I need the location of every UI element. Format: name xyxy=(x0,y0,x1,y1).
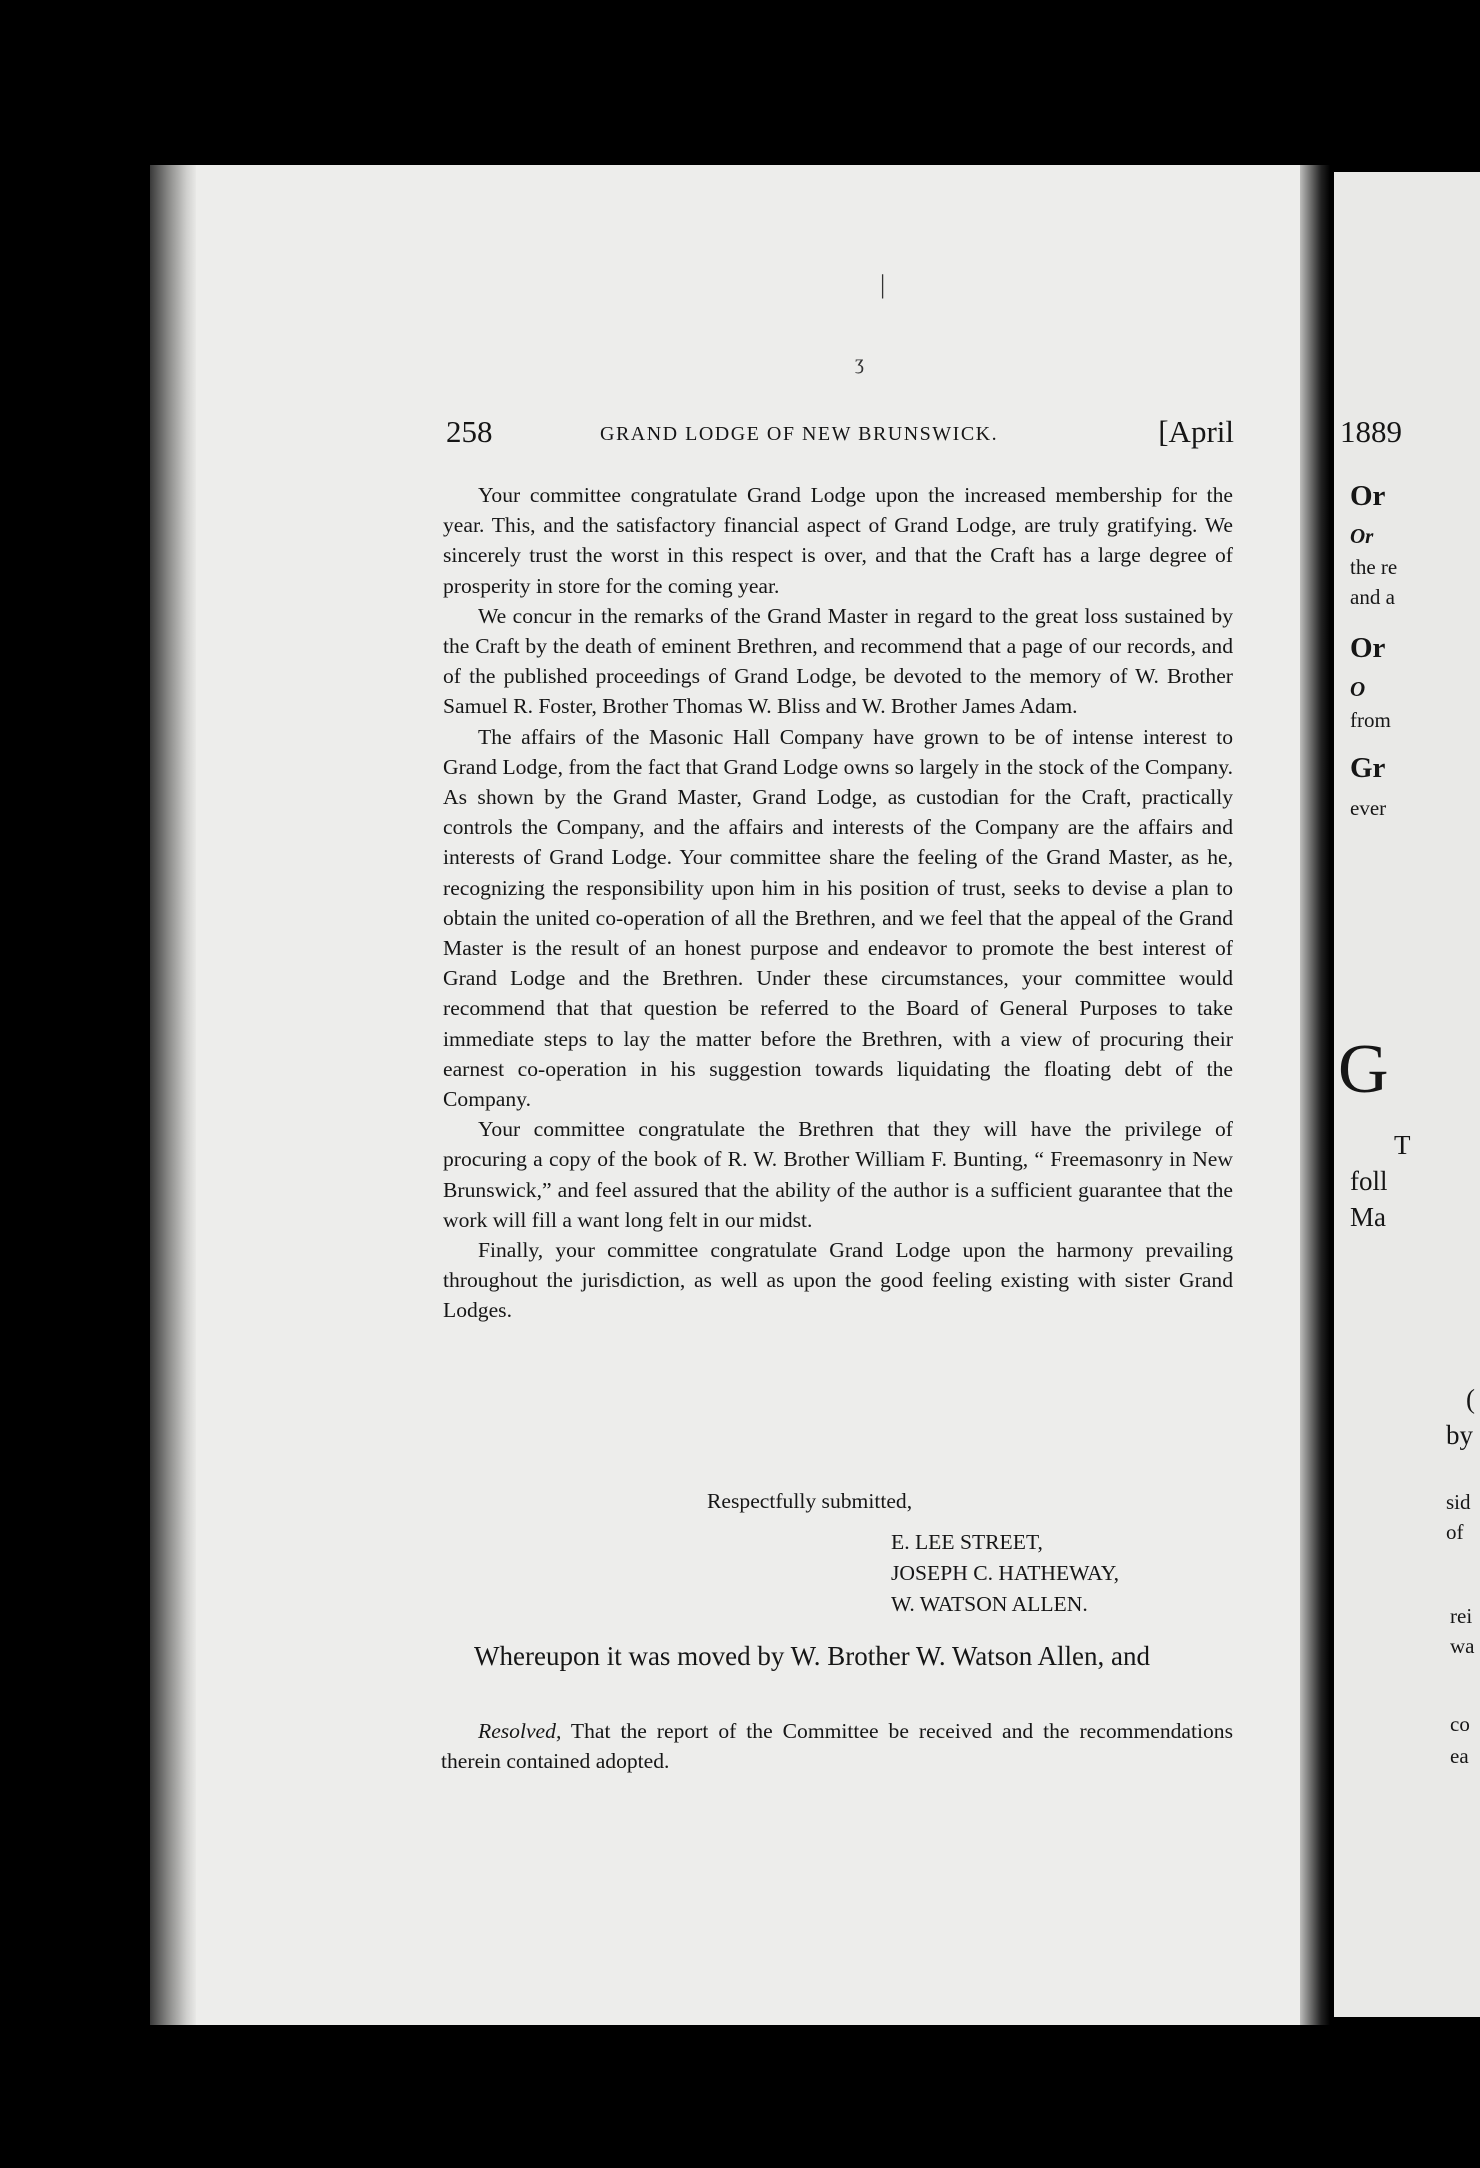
right-page-line: from xyxy=(1350,708,1391,732)
paragraph-memorial: We concur in the remarks of the Grand Master in regard to the great loss sustained by the Craft by the death of eminent Brethren, and recommend that a page of our records, and of the published proceedings of Grand Lodge, be devoted to the memory of W. Brother Samuel R. Foster, Brother Thomas W. Bliss and W. Brother James Adam. xyxy=(443,603,1233,719)
page-edge-shadow xyxy=(150,165,196,2025)
right-page-line: and a xyxy=(1350,585,1395,609)
right-page-line: ( xyxy=(1466,1384,1475,1414)
right-page-year: 1889 xyxy=(1340,414,1402,449)
right-page-line: Or xyxy=(1350,632,1386,664)
right-page-fragment xyxy=(1334,172,1480,2017)
right-page-line: T xyxy=(1394,1130,1411,1160)
right-page-line: Ma xyxy=(1350,1202,1386,1232)
right-page-line: sid xyxy=(1446,1490,1471,1514)
ink-mark: | xyxy=(880,270,886,299)
right-page-line: by xyxy=(1446,1420,1473,1450)
right-page-line: the re xyxy=(1350,555,1398,579)
motion-text: Whereupon it was moved by W. Brother W. Watson Allen, and xyxy=(474,1641,1150,1671)
book-gutter xyxy=(1300,165,1330,2025)
right-page-line: ea xyxy=(1450,1744,1469,1768)
ink-mark: ʒ xyxy=(855,352,864,374)
signatory: E. LEE STREET, xyxy=(891,1530,1043,1554)
page-number: 258 xyxy=(446,414,493,449)
paragraph-membership: Your committee congratulate Grand Lodge upon the increased membership for the year. This, and the satisfactory financial aspect of Grand Lodge, are truly gratifying. We sincerely trust the worst in this respect is over, and that the Craft has a large degree of prosperity in store for the coming year. xyxy=(443,483,1233,598)
right-page-line: rei xyxy=(1450,1604,1473,1628)
right-page-line: Gr xyxy=(1350,752,1386,784)
right-page-line: O xyxy=(1350,677,1366,701)
signatory: W. WATSON ALLEN. xyxy=(891,1592,1088,1616)
paragraph-book: Your committee congratulate the Brethren that they will have the privilege of procuring a copy of the book of R. W. Brother William F. Bunting, “ Freemasonry in New Brunswick,” and feel assured that the ability of the author is a sufficient guarantee that the work will fill a want long felt in our midst. xyxy=(443,1117,1233,1232)
right-page-line: foll xyxy=(1350,1166,1388,1196)
page-header xyxy=(444,414,1234,454)
running-title: GRAND LODGE OF NEW BRUNSWICK. xyxy=(600,423,999,445)
right-page-line: of xyxy=(1446,1520,1464,1544)
right-page-line: co xyxy=(1450,1712,1470,1736)
resolution xyxy=(441,1716,1233,1776)
header-month: [April xyxy=(1158,414,1234,449)
resolved-label: Resolved, xyxy=(478,1719,562,1743)
paragraph-masonic-hall: The affairs of the Masonic Hall Company have grown to be of intense interest to Grand Lodge, from the fact that Grand Lodge owns so largely in the stock of the Company. As shown by the Grand Master, Grand Lodge, as custodian for the Craft, practically controls the Company, and the affairs and interests of the Company are the affairs and interests of Grand Lodge. Your committee share the feeling of the Grand Master, as he, recognizing the responsibility upon him in his position of trust, seeks to devise a plan to obtain the united co-operation of all the Brethren, and we feel that the appeal of the Grand Master is the result of an honest purpose and endeavor to promote the best interest of Grand Lodge and the Brethren. Under these circumstances, your committee would recommend that that question be referred to the Board of General Purposes to take immediate steps to lay the matter before the Brethren, with a view of procuring their earnest co-operation in his suggestion towards liquidating the floating debt of the Company. xyxy=(443,724,1233,1112)
right-page-line: ever xyxy=(1350,796,1387,820)
submission-intro: Respectfully submitted, xyxy=(707,1489,913,1513)
signatories xyxy=(891,1527,1119,1620)
signatory: JOSEPH C. HATHEWAY, xyxy=(891,1561,1119,1585)
right-page-line: Or xyxy=(1350,524,1374,548)
resolved-text: That the report of the Committee be received and the recommendations therein contained adopted. xyxy=(441,1719,1233,1773)
right-page-heading-letter: G xyxy=(1338,1031,1389,1108)
committee-report-text xyxy=(443,480,1233,1326)
right-page-line: wa xyxy=(1450,1634,1475,1658)
right-page-line: Or xyxy=(1350,480,1386,512)
paragraph-harmony: Finally, your committee congratulate Grand Lodge upon the harmony prevailing throughout the jurisdiction, as well as upon the good feeling existing with sister Grand Lodges. xyxy=(443,1238,1233,1323)
